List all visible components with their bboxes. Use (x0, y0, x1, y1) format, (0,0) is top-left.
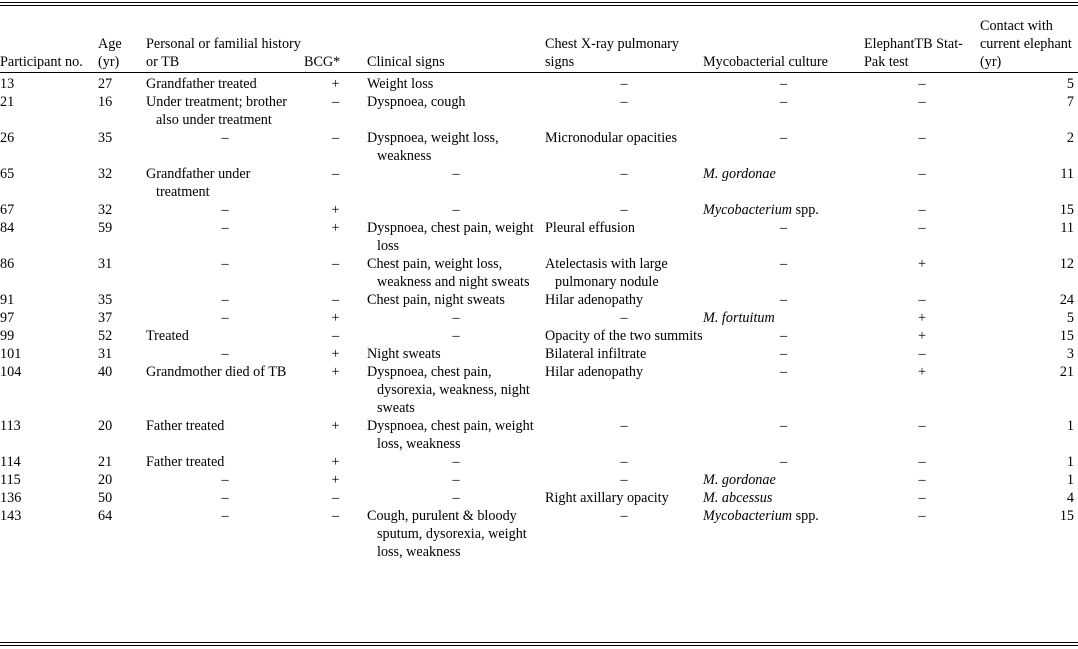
cell-history: – (221, 508, 229, 524)
cell-participant-no: 65 (0, 166, 15, 182)
cell-participant-no: 67 (0, 202, 15, 218)
cell-age: 35 (98, 130, 113, 146)
cell-participant-no: 114 (0, 454, 21, 470)
cell-age: 50 (98, 490, 113, 506)
cell-contact-years: 15 (1059, 328, 1074, 344)
cell-contact-years: 12 (1059, 256, 1074, 272)
cell-history: Grandfather under treatment (146, 166, 251, 200)
col-chest-xray: Chest X-ray pulmonary signs (545, 36, 679, 70)
cell-participant-no: 13 (0, 76, 15, 92)
table-row (0, 75, 1078, 93)
col-clinical-signs: Clinical signs (367, 54, 445, 70)
cell-mycobacterial-culture (703, 201, 864, 219)
cell-history: – (221, 202, 229, 218)
cell-history: – (221, 220, 229, 236)
cell-statpak-test: – (918, 202, 926, 218)
top-double-rule-1 (0, 2, 1078, 3)
cell-history: – (221, 130, 229, 146)
cell-statpak-test: – (918, 76, 926, 92)
culture-organism: M. fortuitum (703, 310, 775, 326)
cell-chest-xray: – (620, 94, 628, 110)
cell-mycobacterial-culture (703, 255, 864, 291)
cell-clinical-signs: – (452, 202, 460, 218)
cell-chest-xray: Atelectasis with large pulmonary nodule (545, 256, 668, 290)
cell-history: – (221, 346, 229, 362)
table-row (0, 165, 1078, 201)
culture-organism: – (779, 454, 788, 470)
cell-chest-xray: – (620, 418, 628, 434)
cell-contact-years: 1 (1066, 454, 1074, 470)
cell-chest-xray: – (620, 310, 628, 326)
culture-organism: – (779, 364, 788, 380)
culture-suffix: spp. (792, 202, 819, 218)
cell-chest-xray: – (620, 166, 628, 182)
cell-clinical-signs: Night sweats (367, 346, 441, 362)
culture-organism: Mycobacterium (703, 202, 793, 218)
cell-chest-xray: – (620, 76, 628, 92)
participants-table (0, 9, 1078, 561)
bottom-double-rule-2 (0, 645, 1078, 646)
cell-chest-xray: Bilateral infiltrate (545, 346, 647, 362)
cell-contact-years: 15 (1059, 508, 1074, 524)
cell-statpak-test: + (917, 310, 926, 326)
cell-mycobacterial-culture (703, 219, 864, 255)
cell-age: 64 (98, 508, 113, 524)
cell-statpak-test: – (918, 220, 926, 236)
cell-clinical-signs: Cough, purulent & bloody sputum, dysorexia, weight loss, weakness (367, 508, 527, 560)
cell-chest-xray: Opacity of the two summits (545, 328, 703, 344)
cell-history: – (221, 256, 229, 272)
cell-age: 20 (98, 418, 113, 434)
cell-participant-no: 101 (0, 346, 22, 362)
cell-mycobacterial-culture (703, 417, 864, 453)
cell-age: 52 (98, 328, 113, 344)
cell-participant-no: 115 (0, 472, 21, 488)
cell-contact-years: 1 (1066, 418, 1074, 434)
cell-age: 31 (98, 346, 113, 362)
cell-contact-years: 5 (1066, 76, 1074, 92)
table-row (0, 255, 1078, 291)
cell-contact-years: 3 (1066, 346, 1074, 362)
cell-history: Father treated (146, 454, 225, 470)
cell-clinical-signs: Weight loss (367, 76, 434, 92)
table-row (0, 327, 1078, 345)
cell-clinical-signs: – (452, 454, 460, 470)
col-bcg: BCG* (304, 54, 341, 70)
cell-chest-xray: Right axillary opacity (545, 490, 669, 506)
cell-age: 21 (98, 454, 113, 470)
cell-statpak-test: – (918, 472, 926, 488)
cell-statpak-test: + (917, 328, 926, 344)
cell-age: 32 (98, 166, 113, 182)
cell-bcg: – (331, 130, 340, 146)
cell-clinical-signs: – (452, 310, 460, 326)
cell-statpak-test: – (918, 166, 926, 182)
cell-bcg: + (331, 220, 340, 236)
cell-mycobacterial-culture (703, 471, 864, 489)
cell-history: – (221, 292, 229, 308)
cell-contact-years: 1 (1066, 472, 1074, 488)
cell-participant-no: 91 (0, 292, 15, 308)
cell-clinical-signs: Chest pain, weight loss, weakness and night sweats (367, 256, 530, 290)
cell-age: 59 (98, 220, 113, 236)
cell-contact-years: 4 (1066, 490, 1074, 506)
cell-clinical-signs: Dyspnoea, chest pain, dysorexia, weakness, night sweats (367, 364, 530, 416)
culture-organism: – (779, 328, 788, 344)
cell-contact-years: 24 (1059, 292, 1074, 308)
cell-bcg: – (331, 490, 340, 506)
cell-mycobacterial-culture (703, 345, 864, 363)
cell-contact-years: 7 (1066, 94, 1074, 110)
cell-contact-years: 5 (1066, 310, 1074, 326)
cell-clinical-signs: Dyspnoea, weight loss, weakness (367, 130, 499, 164)
cell-statpak-test: – (918, 292, 926, 308)
cell-contact-years: 21 (1059, 364, 1074, 380)
cell-participant-no: 21 (0, 94, 15, 110)
cell-statpak-test: – (918, 346, 926, 362)
cell-clinical-signs: Dyspnoea, chest pain, weight loss, weakness (367, 418, 534, 452)
cell-participant-no: 84 (0, 220, 15, 236)
bottom-double-rule-1 (0, 642, 1078, 643)
cell-mycobacterial-culture (703, 327, 864, 345)
cell-age: 40 (98, 364, 113, 380)
culture-organism: – (779, 130, 788, 146)
culture-organism: – (779, 292, 788, 308)
culture-organism: – (779, 418, 788, 434)
culture-suffix: spp. (792, 508, 819, 524)
cell-contact-years: 15 (1059, 202, 1074, 218)
culture-organism: M. gordonae (703, 472, 776, 488)
cell-clinical-signs: Chest pain, night sweats (367, 292, 505, 308)
table-row (0, 507, 1078, 561)
cell-history: Grandfather treated (146, 76, 257, 92)
cell-mycobacterial-culture (703, 489, 864, 507)
cell-age: 31 (98, 256, 113, 272)
cell-bcg: + (331, 346, 340, 362)
col-participant-no: Participant no. (0, 54, 83, 70)
top-double-rule-2 (0, 5, 1078, 6)
culture-organism: – (779, 256, 788, 272)
cell-clinical-signs: Dyspnoea, cough (367, 94, 466, 110)
culture-organism: M. abcessus (703, 490, 773, 506)
cell-bcg: + (331, 418, 340, 434)
cell-mycobacterial-culture (703, 165, 864, 201)
cell-chest-xray: – (620, 454, 628, 470)
cell-chest-xray: – (620, 202, 628, 218)
cell-bcg: – (331, 328, 340, 344)
cell-bcg: + (331, 364, 340, 380)
col-mycobacterial-culture: Mycobacterial culture (703, 54, 828, 70)
cell-statpak-test: – (918, 454, 926, 470)
culture-organism: M. gordonae (703, 166, 776, 182)
cell-chest-xray: – (620, 508, 628, 524)
table-row (0, 471, 1078, 489)
cell-participant-no: 136 (0, 490, 22, 506)
cell-history: – (221, 490, 229, 506)
cell-age: 27 (98, 76, 113, 92)
cell-clinical-signs: – (452, 490, 460, 506)
cell-bcg: – (331, 166, 340, 182)
culture-organism: – (779, 94, 788, 110)
cell-participant-no: 143 (0, 508, 22, 524)
table-header-row (0, 9, 1078, 75)
table-row (0, 201, 1078, 219)
cell-bcg: + (331, 202, 340, 218)
cell-chest-xray: Micronodular opacities (545, 130, 677, 146)
cell-statpak-test: + (917, 364, 926, 380)
cell-mycobacterial-culture (703, 129, 864, 165)
cell-contact-years: 11 (1060, 220, 1074, 236)
cell-statpak-test: + (917, 256, 926, 272)
cell-participant-no: 99 (0, 328, 15, 344)
cell-mycobacterial-culture (703, 75, 864, 93)
cell-bcg: + (331, 454, 340, 470)
cell-statpak-test: – (918, 130, 926, 146)
cell-age: 20 (98, 472, 113, 488)
cell-statpak-test: – (918, 94, 926, 110)
cell-age: 35 (98, 292, 113, 308)
cell-participant-no: 97 (0, 310, 15, 326)
cell-history: Father treated (146, 418, 225, 434)
table-row (0, 291, 1078, 309)
table-row (0, 93, 1078, 129)
cell-statpak-test: – (918, 418, 926, 434)
cell-mycobacterial-culture (703, 453, 864, 471)
cell-participant-no: 86 (0, 256, 15, 272)
cell-mycobacterial-culture (703, 363, 864, 417)
table-row (0, 453, 1078, 471)
cell-age: 37 (98, 310, 113, 326)
table-row (0, 345, 1078, 363)
cell-participant-no: 113 (0, 418, 21, 434)
table-row (0, 309, 1078, 327)
cell-participant-no: 26 (0, 130, 15, 146)
cell-mycobacterial-culture (703, 93, 864, 129)
cell-mycobacterial-culture (703, 291, 864, 309)
cell-bcg: – (331, 508, 340, 524)
col-history: Personal or familial history or TB (146, 36, 301, 70)
cell-age: 32 (98, 202, 113, 218)
table-row (0, 219, 1078, 255)
cell-bcg: – (331, 94, 340, 110)
cell-clinical-signs: – (452, 472, 460, 488)
culture-organism: Mycobacterium (703, 508, 793, 524)
cell-mycobacterial-culture (703, 309, 864, 327)
cell-bcg: – (331, 256, 340, 272)
culture-organism: – (779, 346, 788, 362)
cell-contact-years: 11 (1060, 166, 1074, 182)
cell-history: – (221, 472, 229, 488)
cell-clinical-signs: – (452, 166, 460, 182)
table-row (0, 489, 1078, 507)
cell-clinical-signs: Dyspnoea, chest pain, weight loss (367, 220, 534, 254)
cell-bcg: + (331, 472, 340, 488)
cell-history: – (221, 310, 229, 326)
table-row (0, 363, 1078, 417)
cell-history: Treated (146, 328, 189, 344)
col-age: Age (yr) (98, 36, 122, 70)
cell-statpak-test: – (918, 508, 926, 524)
cell-chest-xray: Pleural effusion (545, 220, 635, 236)
cell-clinical-signs: – (452, 328, 460, 344)
cell-bcg: + (331, 76, 340, 92)
culture-organism: – (779, 76, 788, 92)
culture-organism: – (779, 220, 788, 236)
cell-chest-xray: – (620, 472, 628, 488)
col-statpak-test: ElephantTB Stat-Pak test (864, 36, 963, 70)
cell-bcg: + (331, 310, 340, 326)
cell-contact-years: 2 (1066, 130, 1074, 146)
cell-participant-no: 104 (0, 364, 22, 380)
cell-bcg: – (331, 292, 340, 308)
col-contact-years: Contact with current elephant (yr) (980, 18, 1072, 70)
table-row (0, 129, 1078, 165)
table-row (0, 417, 1078, 453)
cell-statpak-test: – (918, 490, 926, 506)
cell-history: Grandmother died of TB (146, 364, 287, 380)
cell-age: 16 (98, 94, 113, 110)
cell-history: Under treatment; brother also under treatment (146, 94, 288, 128)
cell-chest-xray: Hilar adenopathy (545, 292, 644, 308)
cell-mycobacterial-culture (703, 507, 864, 561)
cell-chest-xray: Hilar adenopathy (545, 364, 644, 380)
